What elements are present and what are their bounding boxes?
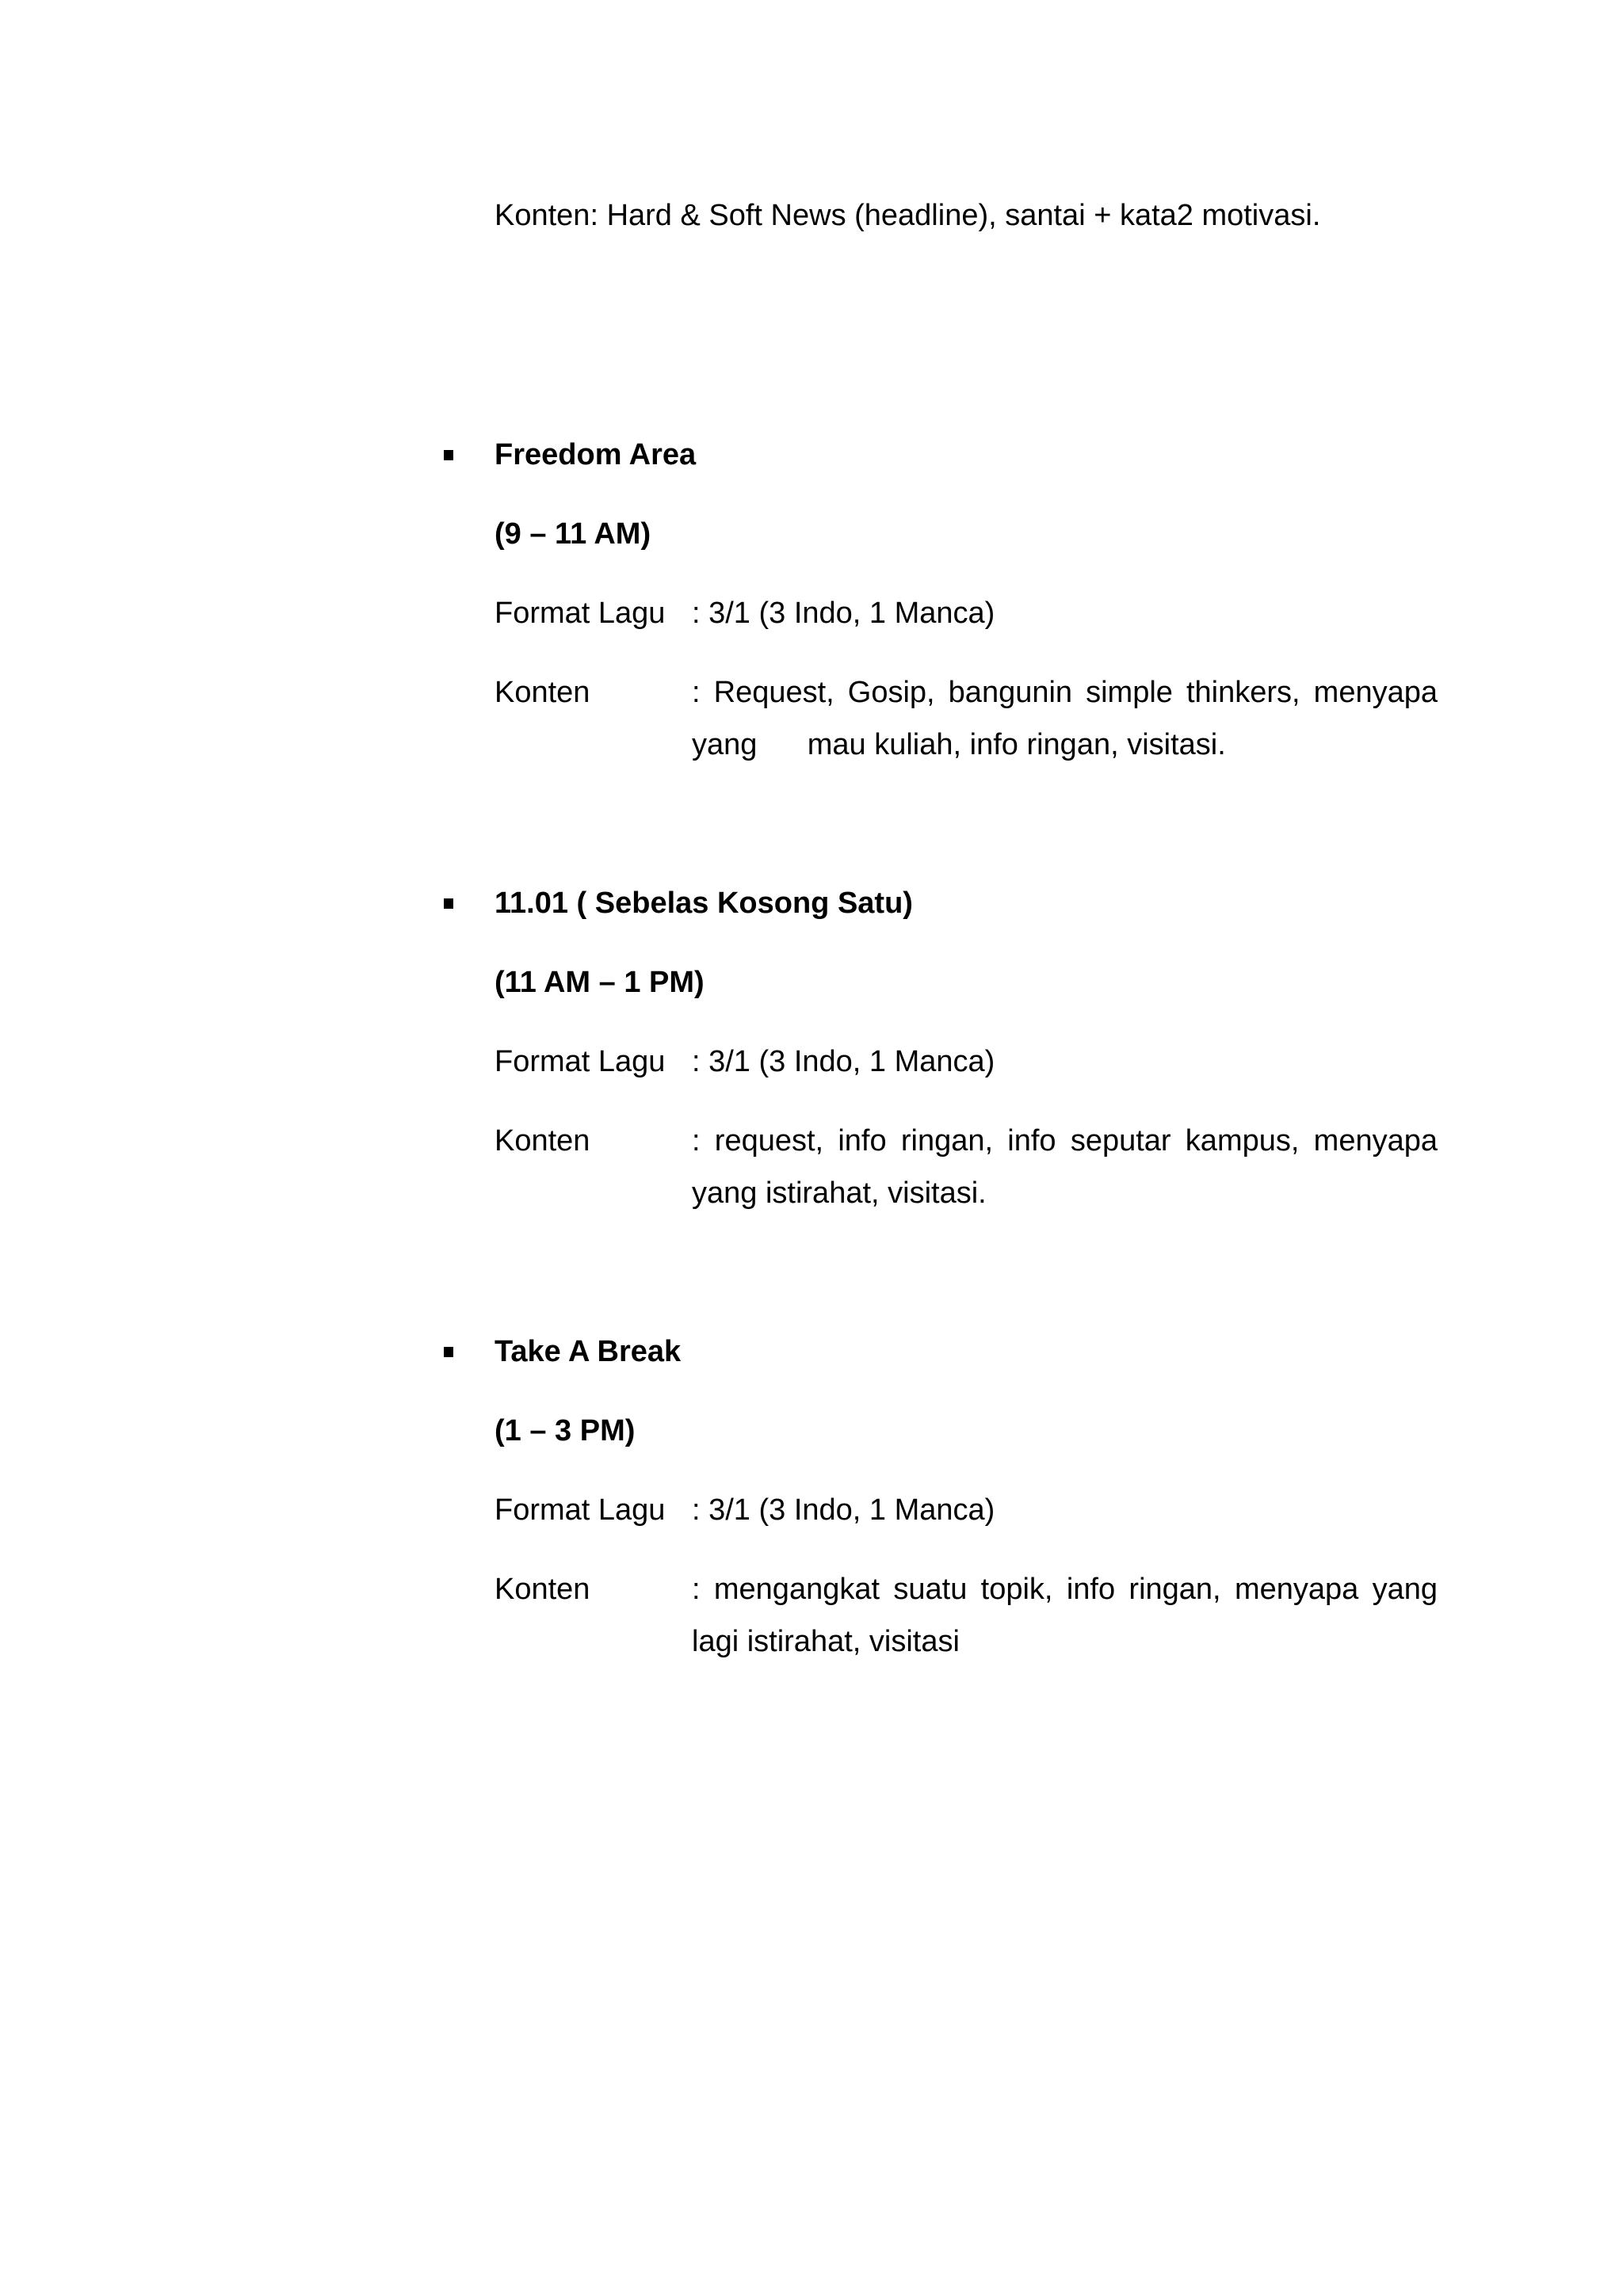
format-value: : 3/1 (3 Indo, 1 Manca): [692, 1045, 995, 1078]
format-label: Format Lagu: [495, 597, 666, 630]
program-time: (11 AM – 1 PM): [495, 966, 705, 999]
format-label: Format Lagu: [495, 1493, 666, 1527]
content-value: : mengangkat suatu topik, info ringan, menyapa yang lagi istirahat, visitasi: [692, 1573, 1438, 1658]
intro-content-line: [495, 195, 1320, 236]
square-bullet-icon: [444, 1347, 453, 1357]
format-value: : 3/1 (3 Indo, 1 Manca): [692, 1493, 995, 1527]
program-title: Freedom Area: [495, 438, 697, 471]
program-time: (1 – 3 PM): [495, 1414, 636, 1447]
program-title: 11.01 ( Sebelas Kosong Satu): [495, 887, 913, 920]
content-value: : request, info ringan, info seputar kampus, menyapa yang istirahat, visitasi.: [692, 1124, 1438, 1210]
square-bullet-icon: [444, 450, 453, 460]
square-bullet-icon: [444, 898, 453, 909]
format-value: : 3/1 (3 Indo, 1 Manca): [692, 597, 995, 630]
content-label: Konten: [495, 1573, 590, 1606]
program-title: Take A Break: [495, 1335, 682, 1368]
intro-value: : Hard & Soft News (headline), santai + kata2 motivasi.: [590, 199, 1321, 232]
intro-label: Konten: [495, 199, 590, 232]
format-label: Format Lagu: [495, 1045, 666, 1078]
program-time: (9 – 11 AM): [495, 517, 651, 551]
content-value: : Request, Gosip, bangunin simple thinkers, menyapa yang mau kuliah, info ringan, visitasi.: [692, 676, 1446, 761]
content-label: Konten: [495, 676, 590, 709]
content-label: Konten: [495, 1124, 590, 1158]
